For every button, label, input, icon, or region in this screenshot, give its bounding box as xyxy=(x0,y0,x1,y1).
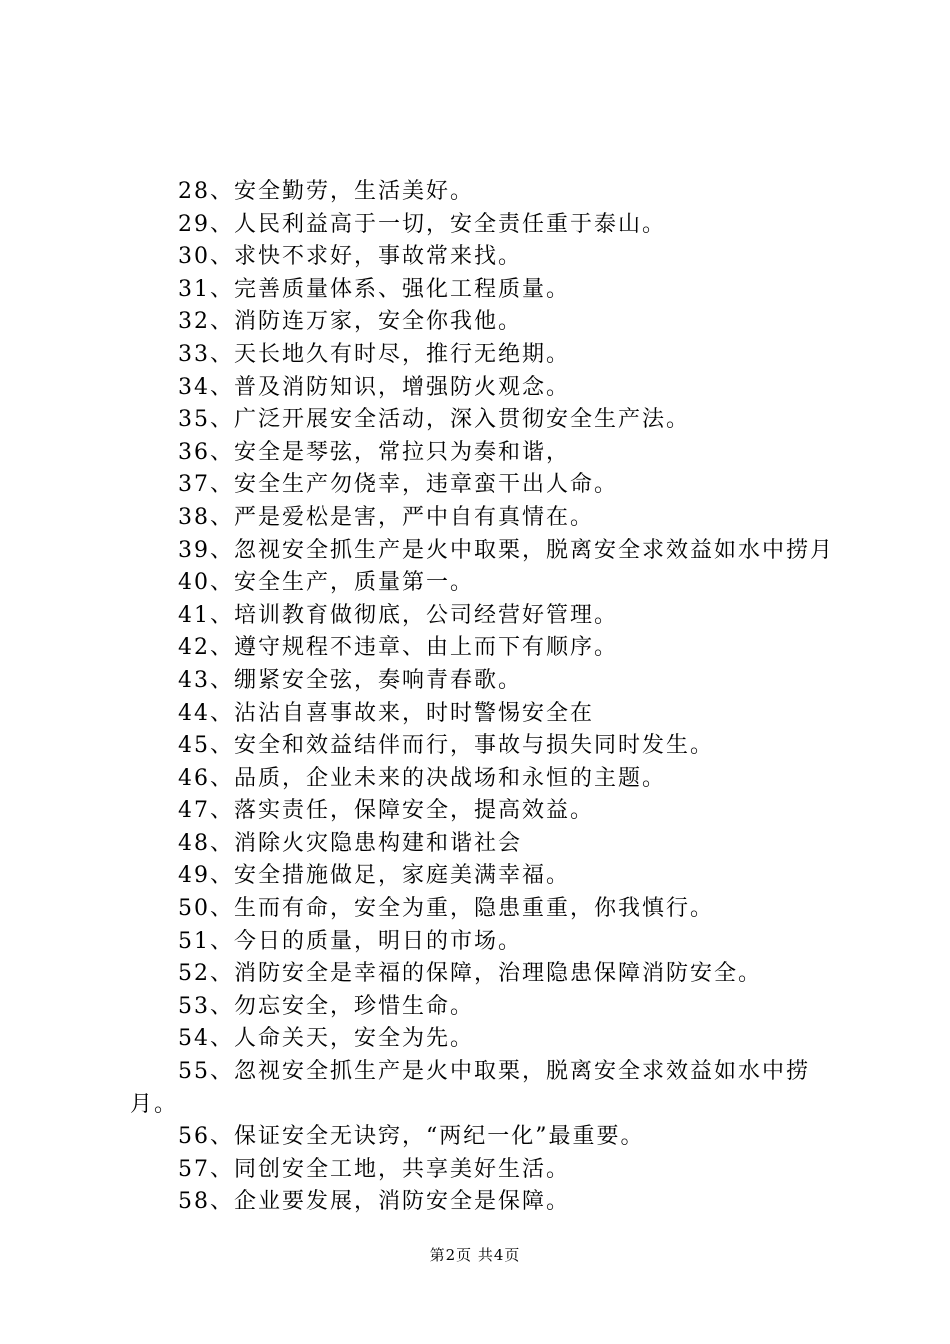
list-item: 29、人民利益高于一切，安全责任重于泰山。 xyxy=(178,211,666,237)
list-item: 30、求快不求好，事故常来找。 xyxy=(178,244,522,270)
list-item: 50、生而有命，安全为重，隐患重重，你我慎行。 xyxy=(178,896,714,922)
list-item: 37、安全生产勿侥幸，违章蛮干出人命。 xyxy=(178,472,618,498)
list-item: 40、安全生产，质量第一。 xyxy=(178,570,474,596)
list-item: 34、普及消防知识，增强防火观念。 xyxy=(178,374,570,400)
list-item: 45、安全和效益结伴而行，事故与损失同时发生。 xyxy=(178,733,714,759)
page-number-footer: 第2页 共4页 xyxy=(429,1246,521,1264)
list-item: 47、落实责任，保障安全，提高效益。 xyxy=(178,798,594,824)
list-item: 38、严是爱松是害，严中自有真情在。 xyxy=(178,504,594,530)
list-item: 52、消防安全是幸福的保障，治理隐患保障消防安全。 xyxy=(178,961,762,987)
slogan-list xyxy=(130,176,840,1219)
list-item: 55、忽视安全抓生产是火中取栗，脱离安全求效益如水中捞月。 xyxy=(130,1059,810,1117)
list-item: 43、绷紧安全弦，奏响青春歌。 xyxy=(178,667,522,693)
list-item: 46、品质，企业未来的决战场和永恒的主题。 xyxy=(178,765,666,791)
list-item: 42、遵守规程不违章、由上而下有顺序。 xyxy=(178,635,618,661)
list-item: 57、同创安全工地，共享美好生活。 xyxy=(178,1156,570,1182)
list-item: 41、培训教育做彻底，公司经营好管理。 xyxy=(178,602,618,628)
list-item: 32、消防连万家，安全你我他。 xyxy=(178,309,522,335)
list-item: 35、广泛开展安全活动，深入贯彻安全生产法。 xyxy=(178,407,690,433)
list-item: 53、勿忘安全，珍惜生命。 xyxy=(178,993,474,1019)
list-item: 33、天长地久有时尽，推行无绝期。 xyxy=(178,341,570,367)
list-item: 44、沾沾自喜事故来，时时警惕安全在 xyxy=(178,700,594,726)
list-item: 56、保证安全无诀窍，“两纪一化”最重要。 xyxy=(178,1124,645,1150)
list-item: 51、今日的质量，明日的市场。 xyxy=(178,928,522,954)
list-item: 31、完善质量体系、强化工程质量。 xyxy=(178,276,570,302)
list-item: 36、安全是琴弦，常拉只为奏和谐， xyxy=(178,439,570,465)
list-item: 49、安全措施做足，家庭美满幸福。 xyxy=(178,863,570,889)
list-item: 28、安全勤劳，生活美好。 xyxy=(178,179,474,204)
list-item: 54、人命关天，安全为先。 xyxy=(178,1026,474,1052)
list-item: 48、消除火灾隐患构建和谐社会 xyxy=(178,830,522,856)
list-item: 39、忽视安全抓生产是火中取栗，脱离安全求效益如水中捞月 xyxy=(178,537,834,563)
list-item: 58、企业要发展，消防安全是保障。 xyxy=(178,1189,570,1215)
